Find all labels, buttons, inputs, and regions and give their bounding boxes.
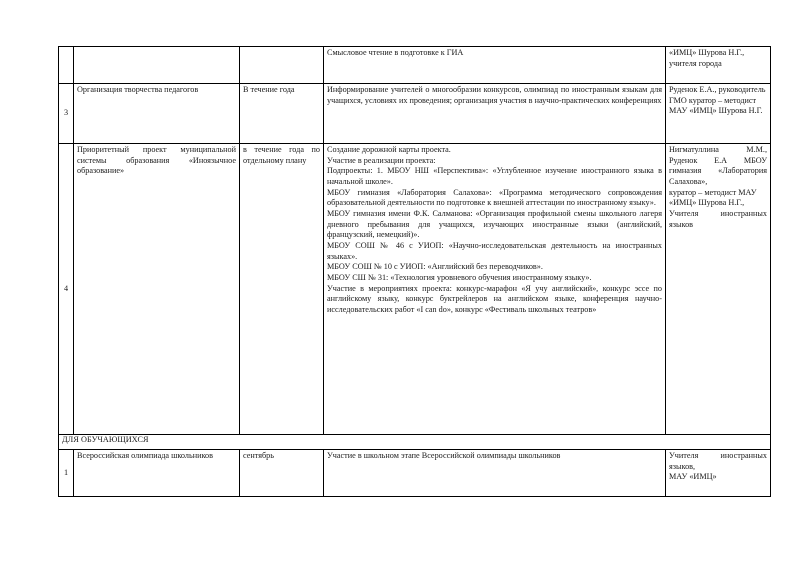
row-description-cell xyxy=(324,144,666,435)
row-description-cell: Участие в школьном этапе Всероссийской олимпиады школьников xyxy=(324,450,666,497)
description-paragraph: МБОУ СОШ № 10 с УИОП: «Английский без переводчиков». xyxy=(327,262,543,272)
table-row xyxy=(59,450,771,497)
row-name-cell xyxy=(74,47,240,84)
description-paragraph: МБОУ гимназия «Лаборатория Салахова»: «Программа методического сопровождения образовательной деятельности по подготовке к внешней аттестации по иностранному языку». xyxy=(327,187,662,208)
row-term-cell: в течение года по отдельному плану xyxy=(240,144,324,435)
row-responsible-cell xyxy=(666,47,771,84)
table-row xyxy=(59,47,771,84)
row-term-cell: В течение года xyxy=(240,84,324,144)
row-description-cell: Смысловое чтение в подготовке к ГИА xyxy=(324,47,666,84)
row-number-cell xyxy=(59,47,74,84)
row-number-cell: 1 xyxy=(59,450,74,497)
row-term-cell: сентябрь xyxy=(240,450,324,497)
responsible-paragraph: Учителя иностранных языков xyxy=(669,208,767,229)
description-paragraph: Участие в мероприятиях проекта: конкурс-марафон «Я учу английский», конкурс эссе по английскому языку, конкурс буктрейлеров на английском языке, конференция научно-исследовательских работ «I can do», конкурс «Фестиваль школьных театров» xyxy=(327,283,662,314)
description-paragraph: МБОУ СОШ № 46 с УИОП: «Научно-исследовательская деятельность на иностранных языках». xyxy=(327,240,662,261)
row-description-cell: Информирование учителей о многообразии конкурсов, олимпиад по иностранным языкам для учащихся, условиях их проведения; организация участия в научно-практических конференциях xyxy=(324,84,666,144)
row-responsible-cell: Руденок Е.А., руководитель ГМО куратор – методист МАУ «ИМЦ» Шурова Н.Г. xyxy=(666,84,771,144)
responsible-paragraph: Учителя иностранных языков, xyxy=(669,451,767,471)
responsible-paragraph: Нигматуллина М.М., Руденок Е.А МБОУ гимназия «Лаборатория Салахова», xyxy=(669,145,767,186)
responsible-paragraph: МАУ «ИМЦ» xyxy=(669,472,717,482)
row-number-cell: 4 xyxy=(59,144,74,435)
section-heading: ДЛЯ ОБУЧАЮЩИХСЯ xyxy=(59,435,771,450)
table-row xyxy=(59,84,771,144)
row-responsible-cell xyxy=(666,450,771,497)
schedule-table xyxy=(58,46,771,497)
description-paragraph: Участие в реализации проекта: xyxy=(327,155,436,165)
description-paragraph: МБОУ гимназия имени Ф.К. Салманова: «Организация профильной смены школьного лагеря дневного пребывания для учащихся, изучающих иностранные языки (английский, французский, немецкий)». xyxy=(327,208,662,240)
responsible-paragraph: куратор – методист МАУ «ИМЦ» Шурова Н.Г., xyxy=(669,187,757,208)
description-paragraph: Подпроекты: 1. МБОУ НШ «Перспектива»: «Углубленное изучение иностранного языка в начальной школе». xyxy=(327,166,662,186)
table-row xyxy=(59,144,771,435)
row-number-cell: 3 xyxy=(59,84,74,144)
responsible-line: «ИМЦ» Шурова Н.Г., учителя города xyxy=(669,48,745,68)
description-paragraph: МБОУ СШ № 31: «Технология уровневого обучения иностранному языку». xyxy=(327,272,592,282)
row-term-cell xyxy=(240,47,324,84)
row-name-cell: Организация творчества педагогов xyxy=(74,84,240,144)
row-name-cell: Приоритетный проект муниципальной системы образования «Иноязычное образование» xyxy=(74,144,240,435)
description-paragraph: Создание дорожной карты проекта. xyxy=(327,145,451,154)
row-name-cell: Всероссийская олимпиада школьников xyxy=(74,450,240,497)
row-responsible-cell xyxy=(666,144,771,435)
section-heading-row xyxy=(59,435,771,450)
